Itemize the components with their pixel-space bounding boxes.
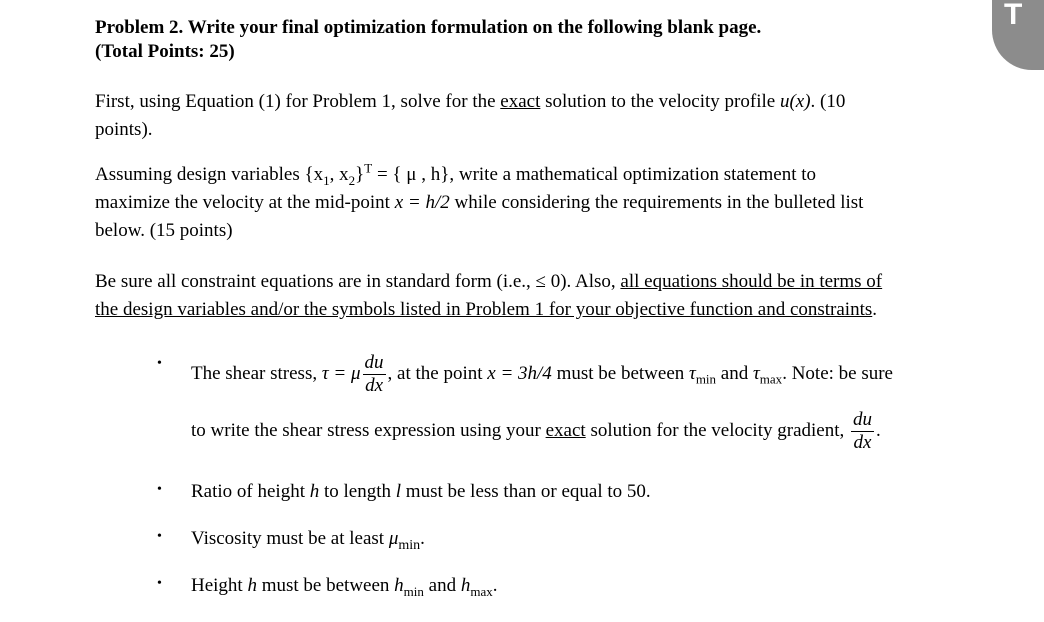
title-line-2: (Total Points: 25)	[95, 41, 235, 62]
b1-text-d: . Note: be sure	[782, 362, 893, 384]
p1-ux: u(x)	[779, 91, 811, 112]
p2-line2a: maximize the velocity at the mid-point	[95, 192, 395, 213]
b2-text-a: Ratio of height	[191, 481, 310, 502]
b1-min: min	[695, 371, 717, 387]
paragraph-2	[95, 161, 980, 245]
paragraph-3	[95, 268, 980, 324]
bullet-1-line-1	[191, 352, 893, 397]
b1-tau-max: τ	[752, 362, 760, 384]
bullet-3-text	[191, 525, 425, 553]
p2-text-b: , x	[329, 164, 349, 185]
b1-fraction-2	[851, 409, 874, 454]
p3-underline-2: the design variables and/or the symbols listed in Problem 1 for your objective function and constraints	[95, 299, 873, 320]
tab-letter: T	[1004, 0, 1023, 31]
p2-text-d: = { μ , h}, write a mathematical optimization statement to	[372, 164, 817, 185]
p1-text-c: . (10	[810, 91, 846, 112]
b1-text-b: , at the point	[387, 362, 488, 384]
title-line-1: Problem 2. Write your final optimization formulation on the following blank page.	[95, 17, 762, 38]
p2-text-c: }	[355, 164, 365, 185]
b4-and: and	[423, 575, 461, 596]
b1-line2a: to write the shear stress expression using your	[191, 419, 546, 441]
p3-text-a: Be sure all constraint equations are in standard form (i.e., ≤ 0). Also,	[95, 271, 621, 292]
p2-line3: below. (15 points)	[95, 220, 233, 241]
bullet-1	[95, 352, 995, 396]
bullet-4	[95, 572, 995, 602]
p2-supT: T	[364, 160, 373, 176]
b4-h-min: h	[394, 575, 404, 596]
problem-title	[95, 16, 761, 64]
b4-end: .	[492, 575, 498, 596]
b1-frac-den: dx	[365, 375, 383, 396]
p1-text-a: First, using Equation (1) for Problem 1, solve for the	[95, 91, 501, 112]
b4-min: min	[403, 583, 424, 599]
b1-exact: exact	[545, 419, 586, 441]
b3-text-a: Viscosity must be at least	[191, 528, 389, 549]
b1-max: max	[759, 371, 783, 387]
b2-text-b: to length	[319, 481, 396, 502]
b1-frac2-num: du	[853, 409, 872, 430]
b2-h: h	[309, 481, 320, 502]
b4-text-b: must be between	[256, 575, 395, 596]
bullet-dot: •	[157, 356, 162, 371]
b3-end: .	[420, 528, 425, 549]
b1-end: .	[876, 419, 881, 441]
b1-line2b: solution for the velocity gradient,	[585, 419, 845, 441]
b1-tau-min: τ	[689, 362, 696, 384]
b4-max: max	[470, 583, 493, 599]
p1-text-b: solution to the velocity profile	[540, 91, 780, 112]
bullet-dot: •	[157, 576, 162, 591]
b1-text-a: The shear stress,	[191, 362, 322, 384]
bullet-4-text	[191, 572, 497, 600]
p2-line2c: while considering the requirements in the bulleted list	[449, 192, 864, 213]
b4-text-a: Height	[191, 575, 248, 596]
p2-line2b: x = h/2	[394, 192, 450, 213]
b2-text-c: must be less than or equal to 50.	[401, 481, 651, 502]
p2-sub1: 1	[323, 172, 330, 188]
bullet-1-line-2	[191, 409, 881, 454]
b1-frac-num: du	[364, 352, 384, 373]
paragraph-1	[95, 88, 980, 144]
p3-end: .	[872, 299, 878, 320]
b1-tau-eq: τ = μ	[321, 362, 361, 384]
bullet-2-text	[191, 478, 651, 506]
p2-text-a: Assuming design variables {x	[95, 164, 324, 185]
bullet-3	[95, 525, 995, 555]
b3-min: min	[398, 537, 421, 553]
b4-h-max: h	[460, 575, 471, 596]
b4-h: h	[247, 575, 257, 596]
b1-fraction	[363, 352, 386, 397]
p1-line2: points).	[95, 119, 153, 140]
b1-frac2-den: dx	[853, 432, 872, 453]
p3-underline-1: all equations should be in terms of	[620, 271, 883, 292]
b3-mu: μ	[388, 528, 399, 549]
bullet-1-cont	[95, 409, 995, 453]
b1-x-eq: x = 3h/4	[487, 362, 552, 384]
page-tab-corner	[992, 0, 1044, 70]
p2-sub2: 2	[348, 172, 356, 188]
p1-exact: exact	[500, 91, 541, 112]
bullet-2	[95, 478, 995, 508]
b1-text-c: must be between	[551, 362, 689, 384]
bullet-dot: •	[157, 529, 162, 544]
bullet-dot: •	[157, 482, 162, 497]
b2-l: l	[395, 481, 402, 502]
b1-and: and	[716, 362, 753, 384]
